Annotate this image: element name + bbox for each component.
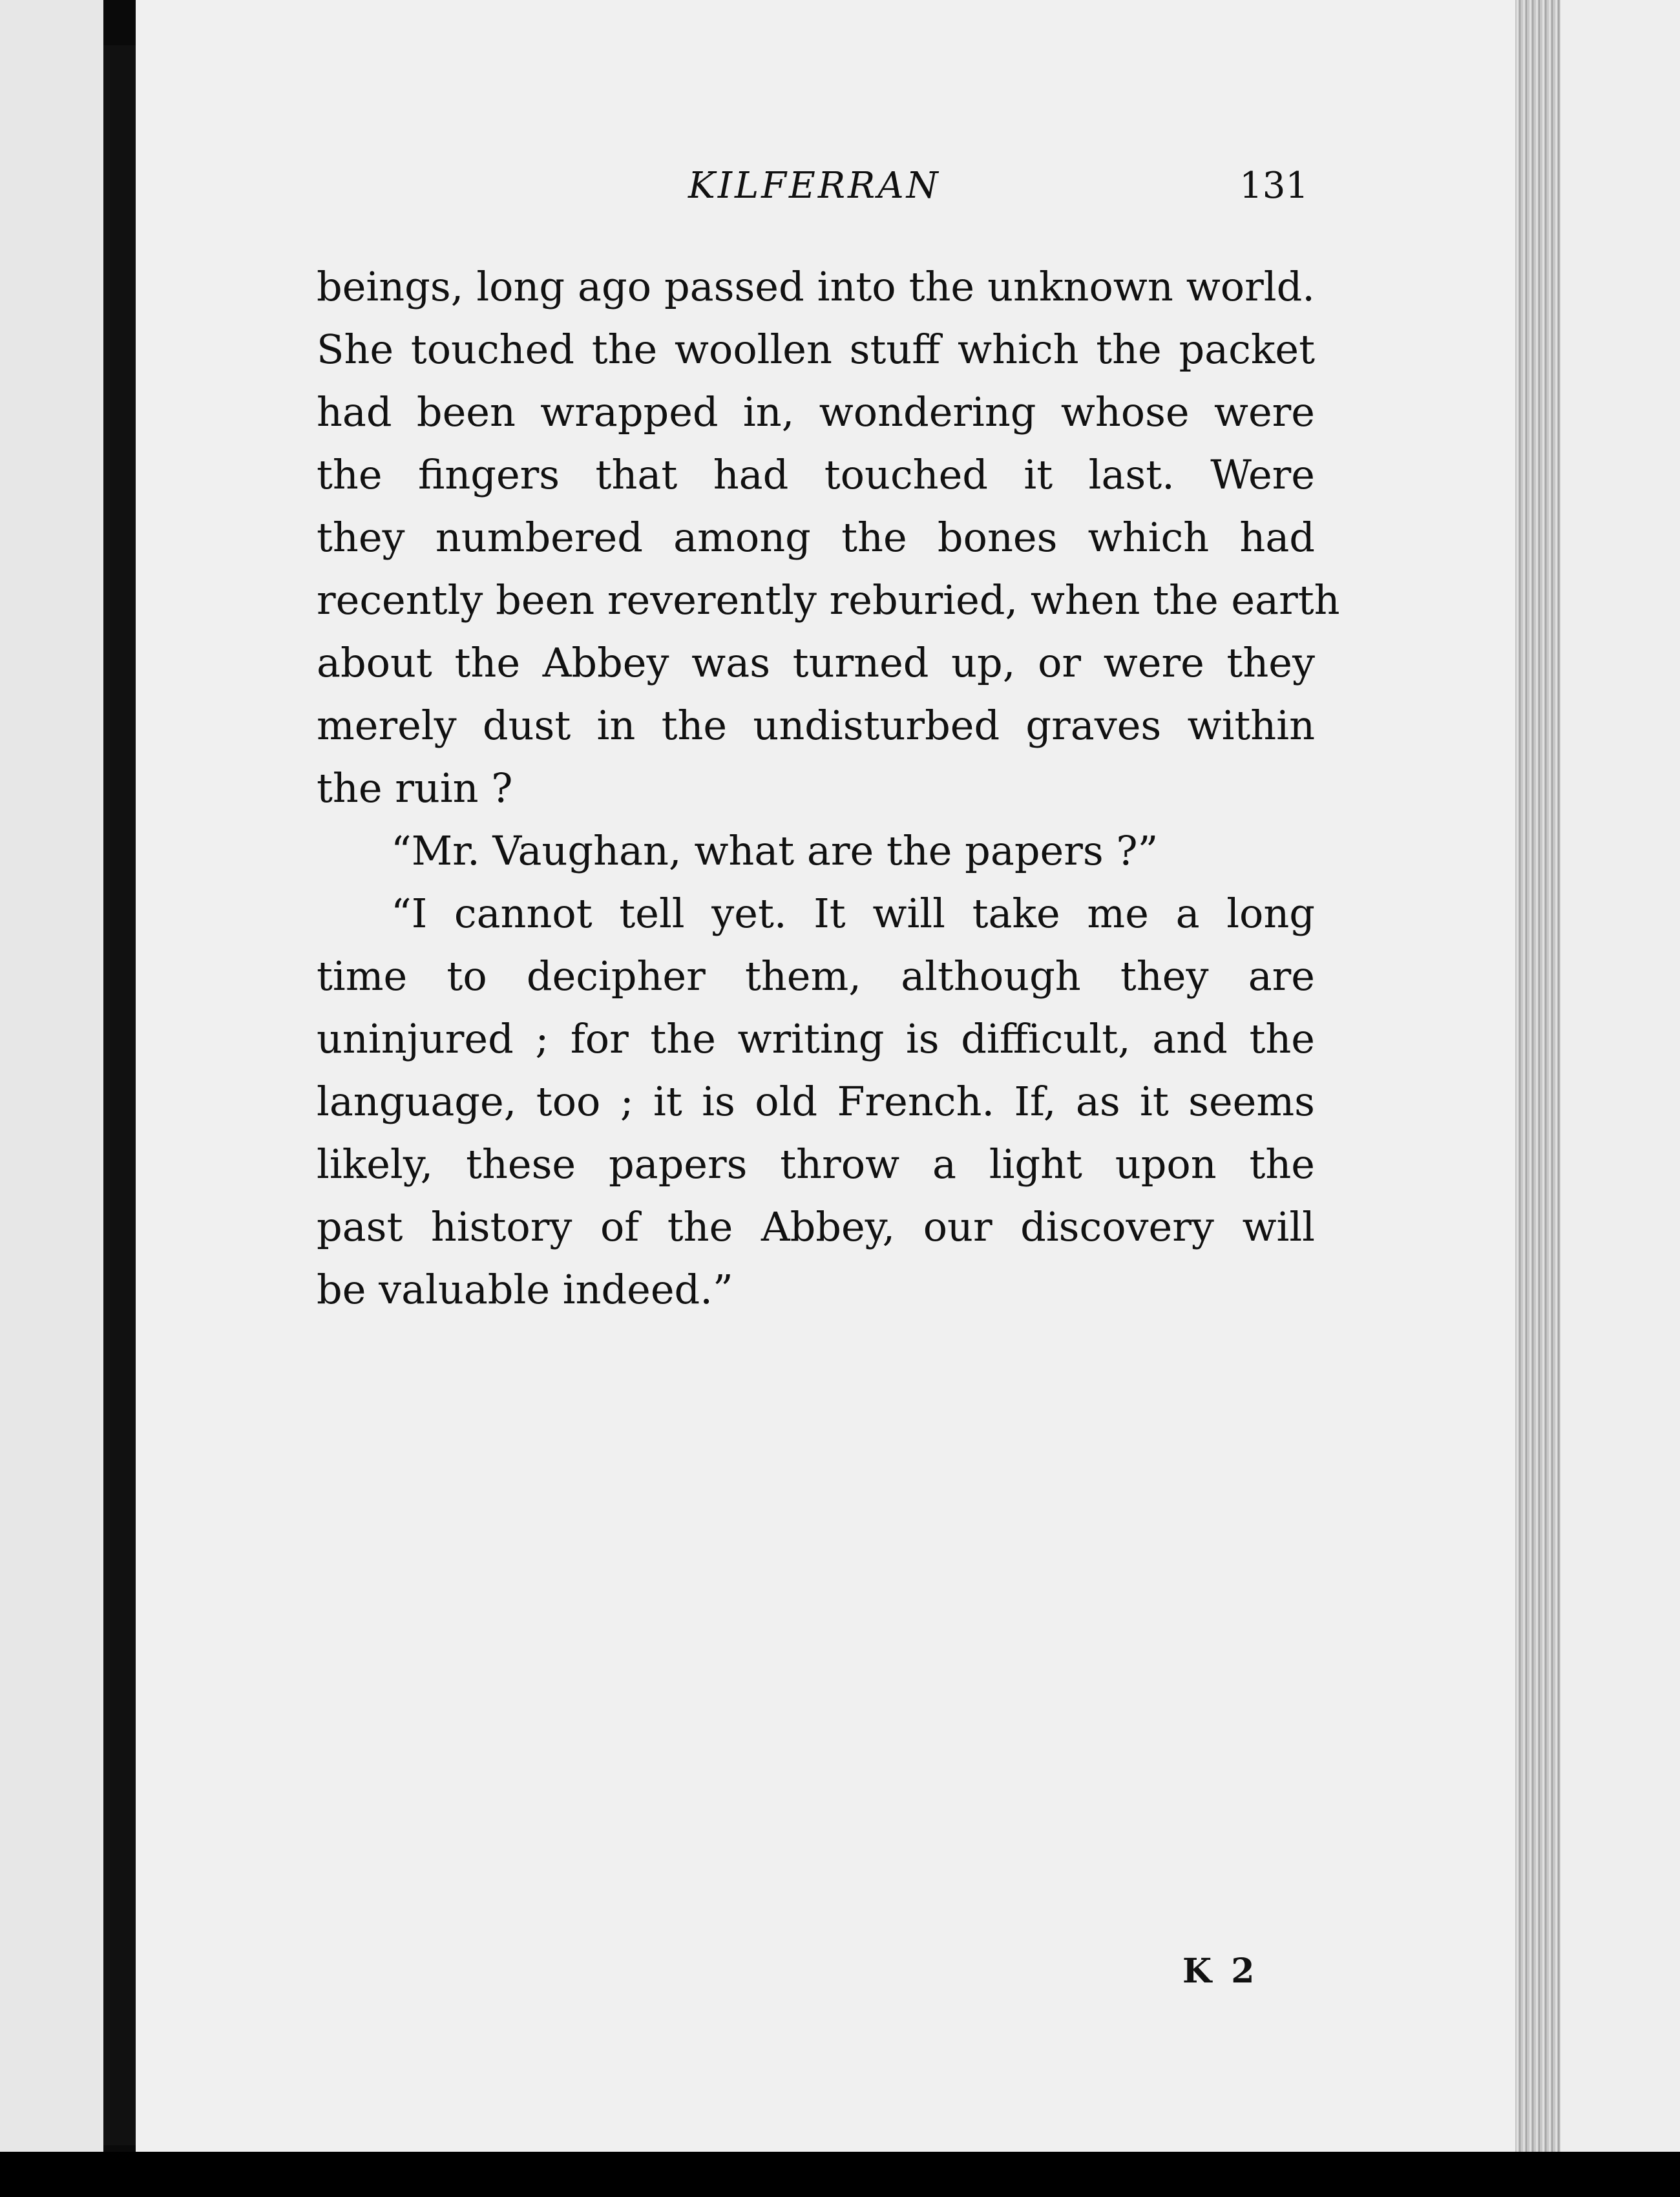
- text-line: likely, these papers throw a light upon the: [317, 1141, 1315, 1188]
- text-line: the fingers that had touched it last. Were: [317, 451, 1315, 498]
- text-line: merely dust in the undisturbed graves within: [317, 702, 1315, 749]
- scan-bottom-border: [0, 2152, 1680, 2197]
- text-line: “I cannot tell yet. It will take me a long: [391, 890, 1315, 937]
- facing-page-edge: [0, 0, 103, 2152]
- page-stack-edges: [1515, 0, 1560, 2161]
- running-head: [317, 165, 1308, 216]
- text-line: past history of the Abbey, our discovery will: [317, 1203, 1315, 1250]
- text-line: the ruin ?: [317, 764, 513, 812]
- text-line: be valuable indeed.”: [317, 1266, 733, 1313]
- body-text: [317, 255, 1340, 1321]
- text-line: they numbered among the bones which had: [317, 514, 1315, 561]
- text-line: language, too ; it is old French. If, as it seems: [317, 1078, 1315, 1125]
- text-line: She touched the woollen stuff which the packet: [317, 326, 1315, 373]
- text-line: time to decipher them, although they are: [317, 952, 1315, 1000]
- book-gutter: [103, 45, 136, 2145]
- signature-mark: K 2: [1182, 1951, 1259, 1991]
- text-line: uninjured ; for the writing is difficult, and the: [317, 1015, 1315, 1062]
- text-line: beings, long ago passed into the unknown world.: [317, 263, 1315, 310]
- page-number: 131: [1239, 165, 1308, 207]
- text-line: about the Abbey was turned up, or were they: [317, 639, 1315, 686]
- text-line: had been wrapped in, wondering whose were: [317, 388, 1315, 436]
- text-line: recently been reverently reburied, when the earth: [317, 576, 1340, 624]
- right-margin-background: [1560, 0, 1680, 2152]
- text-line: “Mr. Vaughan, what are the papers ?”: [391, 827, 1159, 874]
- running-title: KILFERRAN: [688, 165, 941, 207]
